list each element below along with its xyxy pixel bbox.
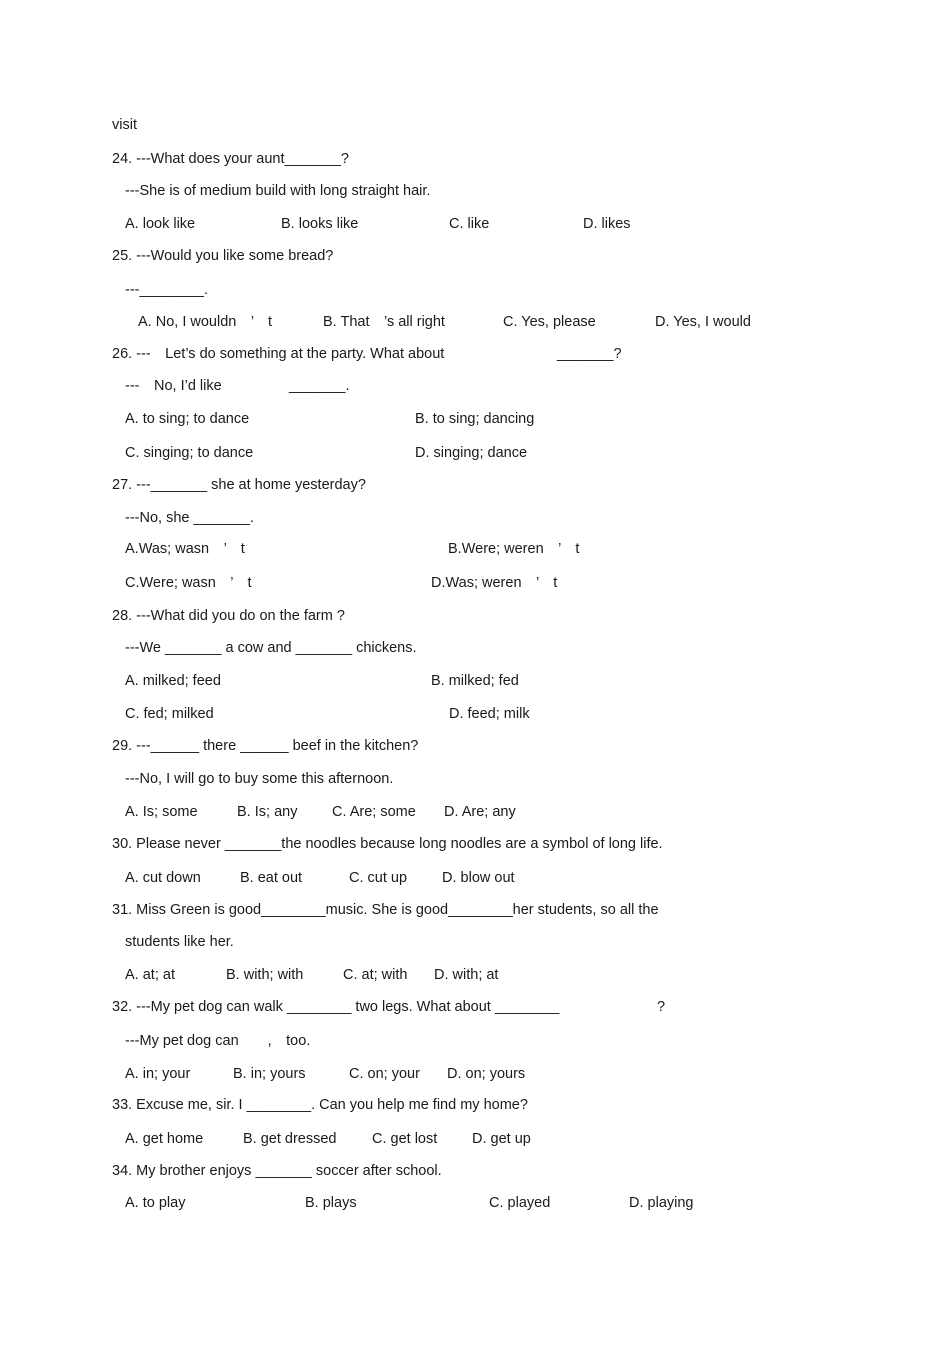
option-27-c: C.Were; wasn ’ t <box>125 575 252 591</box>
option-30-d: D. blow out <box>442 870 515 886</box>
option-27-d: D.Was; weren ’ t <box>431 575 558 591</box>
option-31-c: C. at; with <box>343 967 408 983</box>
question-24: 24. ---What does your aunt_______? <box>112 151 349 167</box>
option-26-a: A. to sing; to dance <box>125 411 250 427</box>
option-26-d: D. singing; dance <box>415 445 528 461</box>
option-32-a: A. in; your <box>125 1066 191 1082</box>
question-33: 33. Excuse me, sir. I ________. Can you help me find my home? <box>112 1097 528 1113</box>
option-28-b: B. milked; fed <box>431 673 519 689</box>
option-30-a: A. cut down <box>125 870 201 886</box>
question-25: 25. ---Would you like some bread? <box>112 248 334 264</box>
option-31-b: B. with; with <box>226 967 304 983</box>
question-32-mark: ? <box>657 999 666 1015</box>
option-34-d: D. playing <box>629 1195 694 1211</box>
option-30-b: B. eat out <box>240 870 303 886</box>
option-25-a: A. No, I wouldn ’ t <box>138 314 273 330</box>
option-33-b: B. get dressed <box>243 1131 337 1147</box>
option-31-d: D. with; at <box>434 967 499 983</box>
option-32-d: D. on; yours <box>447 1066 526 1082</box>
option-29-b: B. Is; any <box>237 804 298 820</box>
answer-line-25: ---________. <box>125 282 209 298</box>
question-27: 27. ---_______ she at home yesterday? <box>112 477 366 493</box>
option-25-b: B. That ’s all right <box>323 314 445 330</box>
option-24-b: B. looks like <box>281 216 359 232</box>
option-29-d: D. Are; any <box>444 804 516 820</box>
question-26-blank: _______? <box>557 346 622 362</box>
option-28-a: A. milked; feed <box>125 673 221 689</box>
option-25-c: C. Yes, please <box>503 314 596 330</box>
answer-line-26: --- No, I’d like <box>125 378 222 394</box>
option-33-a: A. get home <box>125 1131 204 1147</box>
option-24-c: C. like <box>449 216 490 232</box>
option-34-a: A. to play <box>125 1195 186 1211</box>
option-28-d: D. feed; milk <box>449 706 530 722</box>
question-34: 34. My brother enjoys _______ soccer after school. <box>112 1163 442 1179</box>
option-27-a: A.Was; wasn ’ t <box>125 541 245 557</box>
option-31-a: A. at; at <box>125 967 175 983</box>
question-31: 31. Miss Green is good________music. She is good________her students, so all the <box>112 902 659 918</box>
option-32-c: C. on; your <box>349 1066 420 1082</box>
answer-line-27: ---No, she _______. <box>125 510 254 526</box>
option-27-b: B.Were; weren ’ t <box>448 541 580 557</box>
question-26: 26. --- Let’s do something at the party. What about <box>112 346 445 362</box>
option-24-d: D. likes <box>583 216 631 232</box>
question-32: 32. ---My pet dog can walk ________ two legs. What about ________ <box>112 999 560 1015</box>
question-31-continued: students like her. <box>125 934 234 950</box>
option-32-b: B. in; yours <box>233 1066 306 1082</box>
option-34-b: B. plays <box>305 1195 357 1211</box>
question-28: 28. ---What did you do on the farm ? <box>112 608 345 624</box>
question-29: 29. ---______ there ______ beef in the kitchen? <box>112 738 419 754</box>
option-28-c: C. fed; milked <box>125 706 214 722</box>
answer-line-32: ---My pet dog can , too. <box>125 1033 311 1049</box>
option-29-a: A. Is; some <box>125 804 198 820</box>
option-33-d: D. get up <box>472 1131 531 1147</box>
option-24-a: A. look like <box>125 216 196 232</box>
answer-line-26-blank: _______. <box>289 378 350 394</box>
continuation-text: visit <box>112 117 137 133</box>
option-34-c: C. played <box>489 1195 551 1211</box>
answer-line-24: ---She is of medium build with long straight hair. <box>125 183 431 199</box>
option-33-c: C. get lost <box>372 1131 438 1147</box>
option-26-c: C. singing; to dance <box>125 445 254 461</box>
answer-line-29: ---No, I will go to buy some this afternoon. <box>125 771 394 787</box>
answer-line-28: ---We _______ a cow and _______ chickens. <box>125 640 417 656</box>
option-25-d: D. Yes, I would <box>655 314 751 330</box>
option-29-c: C. Are; some <box>332 804 416 820</box>
question-30: 30. Please never _______the noodles because long noodles are a symbol of long life. <box>112 836 663 852</box>
option-30-c: C. cut up <box>349 870 408 886</box>
option-26-b: B. to sing; dancing <box>415 411 535 427</box>
